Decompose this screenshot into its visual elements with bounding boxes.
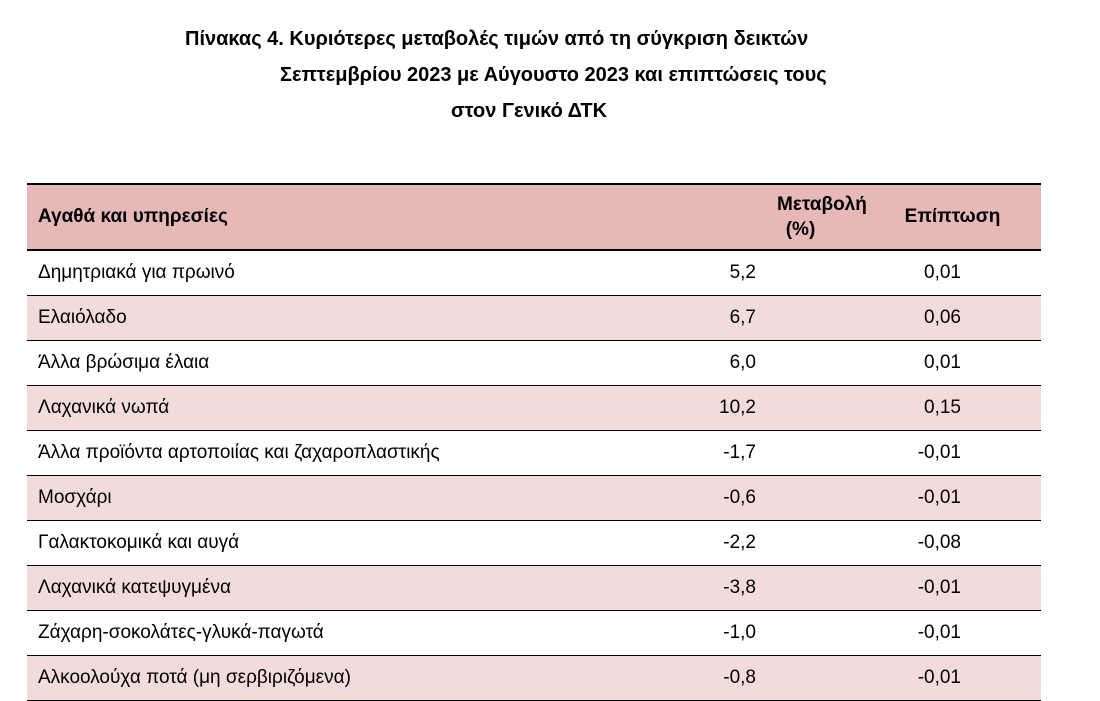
row-change-value: 5,2 (587, 250, 824, 295)
row-change-value: -0,6 (587, 475, 824, 520)
row-change-value: -0,8 (587, 655, 824, 700)
row-item-name: Ζάχαρη-σοκολάτες-γλυκά-παγωτά (27, 610, 587, 655)
row-impact-value: -0,01 (824, 475, 1041, 520)
header-change (587, 184, 867, 250)
row-item-name: Αλκοολούχα ποτά (μη σερβιριζόμενα) (27, 655, 587, 700)
header-change-unit: (%) (785, 219, 816, 240)
title-line-3: στον Γενικό ΔΤΚ (451, 100, 608, 122)
row-impact-value: -0,01 (824, 565, 1041, 610)
header-change-label: Μεταβολή (777, 194, 867, 215)
row-item-name: Δημητριακά για πρωινό (27, 250, 587, 295)
table-row (27, 475, 1041, 520)
table-row (27, 520, 1041, 565)
price-changes-table (27, 183, 1041, 701)
table-row (27, 385, 1041, 430)
row-item-name: Λαχανικά κατεψυγμένα (27, 565, 587, 610)
title-line-1: Πίνακας 4. Κυριότερες μεταβολές τιμών από τη σύγκριση δεικτών (185, 28, 809, 50)
table-row (27, 565, 1041, 610)
table-header-row (27, 184, 1041, 250)
row-impact-value: -0,01 (824, 610, 1041, 655)
header-impact: Επίπτωση (824, 184, 1041, 250)
row-impact-value: 0,01 (824, 250, 1041, 295)
row-impact-value: 0,15 (824, 385, 1041, 430)
table-row (27, 250, 1041, 295)
row-change-value: -1,0 (587, 610, 824, 655)
row-change-value: 10,2 (587, 385, 824, 430)
row-impact-value: -0,01 (824, 430, 1041, 475)
row-item-name: Ελαιόλαδο (27, 295, 587, 340)
table-row (27, 295, 1041, 340)
row-impact-value: -0,01 (824, 655, 1041, 700)
row-item-name: Άλλα προϊόντα αρτοποιίας και ζαχαροπλαστικής (27, 430, 587, 475)
row-change-value: -3,8 (587, 565, 824, 610)
table-row (27, 610, 1041, 655)
row-impact-value: 0,06 (824, 295, 1041, 340)
row-impact-value: -0,08 (824, 520, 1041, 565)
header-goods-services: Αγαθά και υπηρεσίες (27, 184, 587, 250)
row-change-value: 6,7 (587, 295, 824, 340)
row-item-name: Μοσχάρι (27, 475, 587, 520)
row-impact-value: 0,01 (824, 340, 1041, 385)
table-row (27, 655, 1041, 700)
row-item-name: Άλλα βρώσιμα έλαια (27, 340, 587, 385)
row-change-value: -1,7 (587, 430, 824, 475)
row-item-name: Λαχανικά νωπά (27, 385, 587, 430)
row-change-value: 6,0 (587, 340, 824, 385)
table-row (27, 430, 1041, 475)
title-line-2: Σεπτεμβρίου 2023 με Αύγουστο 2023 και επιπτώσεις τους (280, 64, 827, 86)
row-item-name: Γαλακτοκομικά και αυγά (27, 520, 587, 565)
table-row (27, 340, 1041, 385)
row-change-value: -2,2 (587, 520, 824, 565)
